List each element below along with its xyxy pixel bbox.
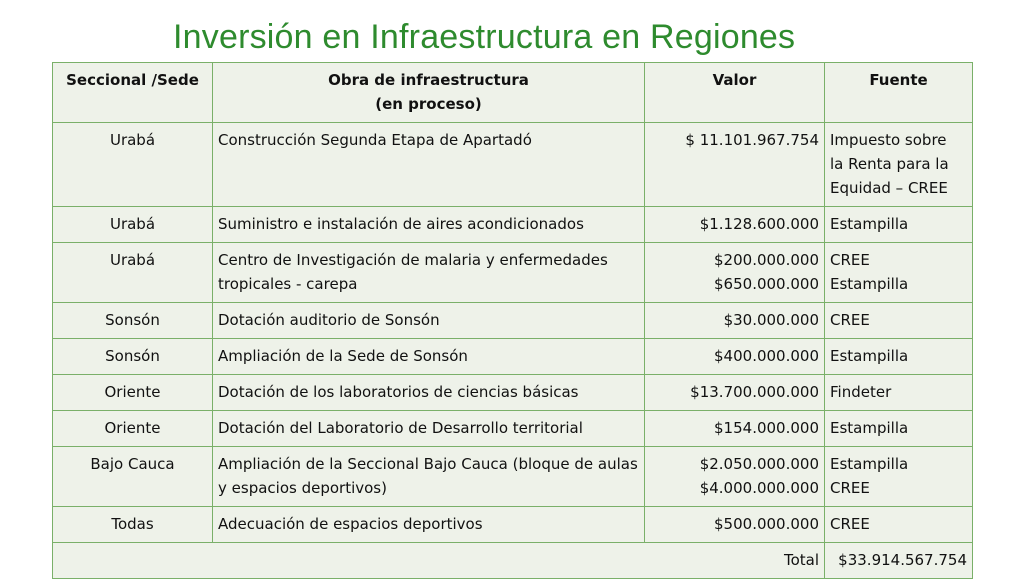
cell-valor: $30.000.000 <box>645 303 825 339</box>
table-row <box>53 411 973 447</box>
total-value: $33.914.567.754 <box>825 543 973 579</box>
table-row <box>53 303 973 339</box>
cell-valor: $13.700.000.000 <box>645 375 825 411</box>
cell-valor: $400.000.000 <box>645 339 825 375</box>
valor-line: $4.000.000.000 <box>699 479 819 497</box>
table-row <box>53 507 973 543</box>
fuente-line: CREE <box>830 479 870 497</box>
valor-line: $2.050.000.000 <box>699 455 819 473</box>
cell-fuente: Estampilla <box>825 411 973 447</box>
cell-obra: Ampliación de la Sede de Sonsón <box>213 339 645 375</box>
table-row <box>53 243 973 303</box>
fuente-line: Equidad – CREE <box>830 179 948 197</box>
header-sede: Seccional /Sede <box>53 63 213 123</box>
cell-fuente <box>825 243 973 303</box>
cell-obra: Ampliación de la Seccional Bajo Cauca (bloque de aulas y espacios deportivos) <box>213 447 645 507</box>
cell-obra: Dotación auditorio de Sonsón <box>213 303 645 339</box>
cell-fuente: Estampilla <box>825 339 973 375</box>
fuente-line: Estampilla <box>830 455 909 473</box>
page-title: Inversión en Infraestructura en Regiones <box>173 18 796 56</box>
fuente-line: Impuesto sobre <box>830 131 947 149</box>
cell-valor <box>645 447 825 507</box>
cell-sede: Urabá <box>53 207 213 243</box>
fuente-line: Estampilla <box>830 275 909 293</box>
cell-fuente: CREE <box>825 507 973 543</box>
cell-valor: $ 11.101.967.754 <box>645 123 825 207</box>
cell-sede: Sonsón <box>53 303 213 339</box>
table-row <box>53 207 973 243</box>
cell-sede: Oriente <box>53 411 213 447</box>
cell-obra: Adecuación de espacios deportivos <box>213 507 645 543</box>
header-obra-line2: (en proceso) <box>375 95 482 113</box>
table-row <box>53 375 973 411</box>
header-obra <box>213 63 645 123</box>
cell-valor: $154.000.000 <box>645 411 825 447</box>
valor-line: $650.000.000 <box>714 275 819 293</box>
cell-fuente: Estampilla <box>825 207 973 243</box>
cell-sede: Oriente <box>53 375 213 411</box>
cell-fuente: Findeter <box>825 375 973 411</box>
cell-fuente <box>825 123 973 207</box>
table-header-row <box>53 63 973 123</box>
cell-sede: Urabá <box>53 123 213 207</box>
cell-valor: $500.000.000 <box>645 507 825 543</box>
cell-obra: Centro de Investigación de malaria y enfermedades tropicales - carepa <box>213 243 645 303</box>
header-obra-line1: Obra de infraestructura <box>328 71 529 89</box>
cell-valor <box>645 243 825 303</box>
fuente-line: la Renta para la <box>830 155 949 173</box>
cell-obra: Dotación del Laboratorio de Desarrollo territorial <box>213 411 645 447</box>
investment-table <box>52 62 973 579</box>
fuente-line: CREE <box>830 251 870 269</box>
cell-sede: Urabá <box>53 243 213 303</box>
cell-obra: Suministro e instalación de aires acondicionados <box>213 207 645 243</box>
table-row <box>53 123 973 207</box>
table-row <box>53 339 973 375</box>
header-valor: Valor <box>645 63 825 123</box>
cell-sede: Bajo Cauca <box>53 447 213 507</box>
cell-fuente: CREE <box>825 303 973 339</box>
table-row <box>53 447 973 507</box>
cell-sede: Sonsón <box>53 339 213 375</box>
cell-obra: Construcción Segunda Etapa de Apartadó <box>213 123 645 207</box>
valor-line: $200.000.000 <box>714 251 819 269</box>
total-row <box>53 543 973 579</box>
cell-sede: Todas <box>53 507 213 543</box>
cell-fuente <box>825 447 973 507</box>
cell-obra: Dotación de los laboratorios de ciencias básicas <box>213 375 645 411</box>
total-label: Total <box>53 543 825 579</box>
header-fuente: Fuente <box>825 63 973 123</box>
cell-valor: $1.128.600.000 <box>645 207 825 243</box>
